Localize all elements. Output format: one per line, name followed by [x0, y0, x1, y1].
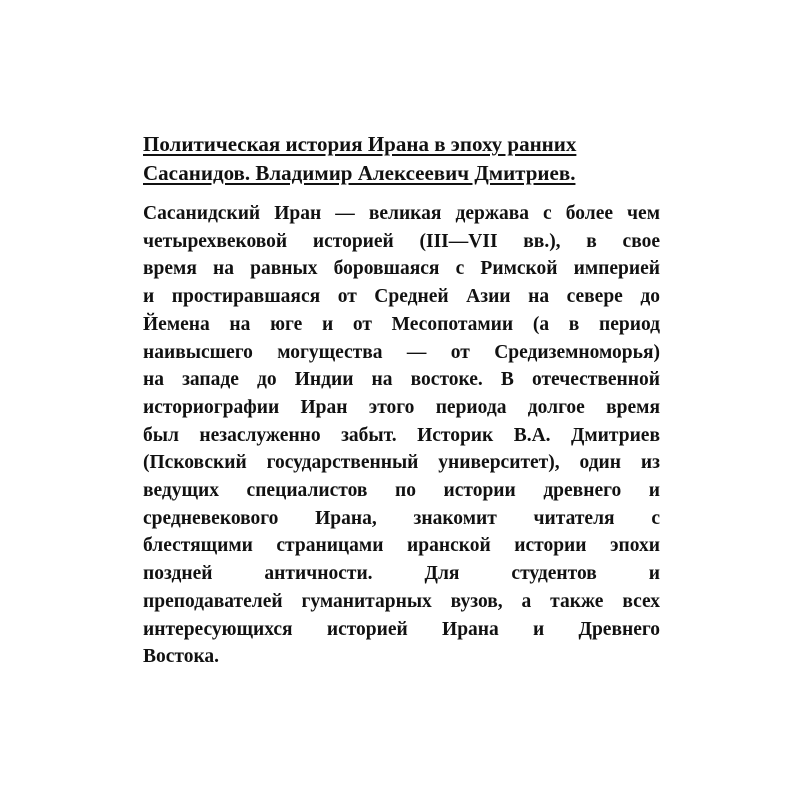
description-line: четырехвековой историей (III—VII вв.), в свое [143, 230, 660, 252]
description-line: наивысшего могущества — от Средиземноморья) [143, 341, 660, 363]
description-line: был незаслуженно забыт. Историк В.А. Дмитриев [143, 424, 660, 446]
title-line: Сасанидов. Владимир Алексеевич Дмитриев. [143, 161, 576, 185]
title-line: Политическая история Ирана в эпоху ранних [143, 132, 577, 156]
book-description-block [143, 130, 660, 671]
description-line: преподавателей гуманитарных вузов, а также всех [143, 590, 660, 612]
description-line: интересующихся историей Ирана и Древнего [143, 618, 660, 640]
description-line: время на равных боровшаяся с Римской империей [143, 258, 660, 280]
description-line: поздней античности. Для студентов и [143, 563, 660, 585]
description-line: (Псковский государственный университет), один из [143, 452, 660, 474]
book-description [143, 200, 660, 671]
description-line: средневекового Ирана, знакомит читателя с [143, 507, 660, 529]
description-line: на западе до Индии на востоке. В отечественной [143, 369, 660, 391]
book-title [143, 130, 660, 188]
description-line: историографии Иран этого периода долгое время [143, 396, 660, 418]
description-line: ведущих специалистов по истории древнего и [143, 480, 660, 502]
description-line: блестящими страницами иранской истории эпохи [143, 535, 660, 557]
description-line: Йемена на юге и от Месопотамии (а в период [143, 313, 660, 335]
description-line: Сасанидский Иран — великая держава с более чем [143, 203, 660, 224]
description-line: Востока. [143, 646, 220, 668]
description-line: и простиравшаяся от Средней Азии на севере до [143, 286, 660, 308]
